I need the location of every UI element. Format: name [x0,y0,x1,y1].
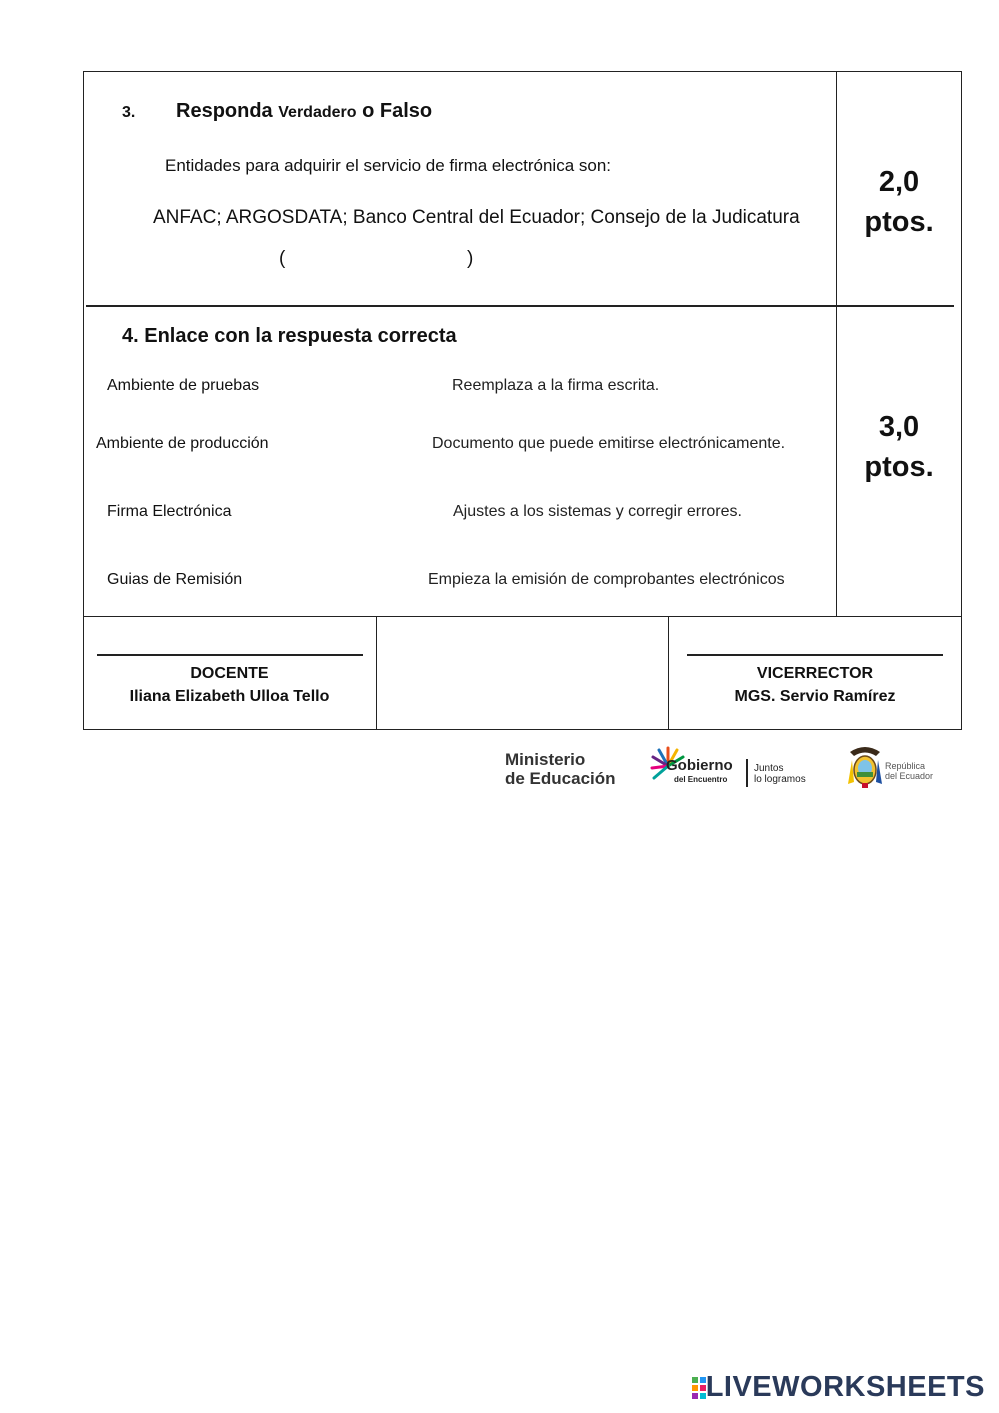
match-term[interactable]: Ambiente de producción [96,435,269,452]
answer-paren-open: ( [279,248,286,269]
question-3-number: 3. [122,104,136,121]
table-top-border [83,71,962,72]
title-responda: Responda [176,100,273,122]
points-value: 3,0 [878,411,920,443]
question-3-prompt: Entidades para adquirir el servicio de firma electrónica son: [165,156,612,175]
signature-line [687,654,943,656]
question-3-title [176,100,432,123]
signature-line [97,654,363,656]
juntos-line1: Juntos [754,763,784,774]
match-term[interactable]: Guias de Remisión [107,571,243,588]
table-bottom-border [83,729,962,730]
match-term[interactable]: Firma Electrónica [107,503,232,520]
answer-paren-close: ) [467,248,474,269]
question-3-statement: ANFAC; ARGOSDATA; Banco Central del Ecuador; Consejo de la Judicatura [153,207,800,228]
table-right-border [961,71,962,730]
signature-top-border [83,616,962,617]
gobierno-logo [666,759,733,787]
ecuador-coat-of-arms-icon [846,744,884,790]
vicerrector-name: MGS. Servio Ramírez [734,688,896,705]
points-unit: ptos. [864,206,934,238]
republica-line1: República [885,761,926,771]
true-false-answer-field[interactable] [292,248,464,274]
docente-signature [84,654,375,708]
docente-name: Iliana Elizabeth Ulloa Tello [129,688,330,705]
republica-line2: del Ecuador [885,771,934,781]
points-column-divider [836,71,837,616]
question-3-points [837,162,961,242]
republica-logo [885,761,933,781]
ministerio-line2: de Educación [505,769,616,788]
logo-divider [746,759,748,787]
title-o-falso: o Falso [362,100,433,122]
match-definition[interactable]: Documento que puede emitirse electrónicamente. [432,435,786,452]
match-term[interactable]: Ambiente de pruebas [107,377,260,394]
juntos-logo [754,763,806,785]
points-unit: ptos. [864,451,934,483]
match-definition[interactable]: Reemplaza a la firma escrita. [452,377,660,394]
table-left-border [83,71,84,730]
points-value: 2,0 [878,166,920,198]
ministerio-logo [505,750,616,788]
question-4-title: 4. Enlace con la respuesta correcta [122,325,457,347]
match-definition[interactable]: Empieza la emisión de comprobantes electrónicos [428,571,785,588]
signature-divider-left [376,616,377,730]
title-verdadero: Verdadero [278,104,357,121]
vicerrector-role: VICERRECTOR [756,665,874,682]
signature-divider-right [668,616,669,730]
juntos-line2: lo logramos [754,774,806,785]
liveworksheets-brand[interactable]: LIVEWORKSHEETS [705,1371,985,1403]
match-definition[interactable]: Ajustes a los sistemas y corregir errores. [453,503,742,520]
gobierno-subtitle: del Encuentro [674,775,728,784]
ministerio-line1: Ministerio [505,750,586,769]
gobierno-title: Gobierno [666,757,733,774]
docente-role: DOCENTE [190,665,269,682]
question-divider [86,305,954,307]
vicerrector-signature [670,654,960,708]
question-4-points [837,407,961,487]
